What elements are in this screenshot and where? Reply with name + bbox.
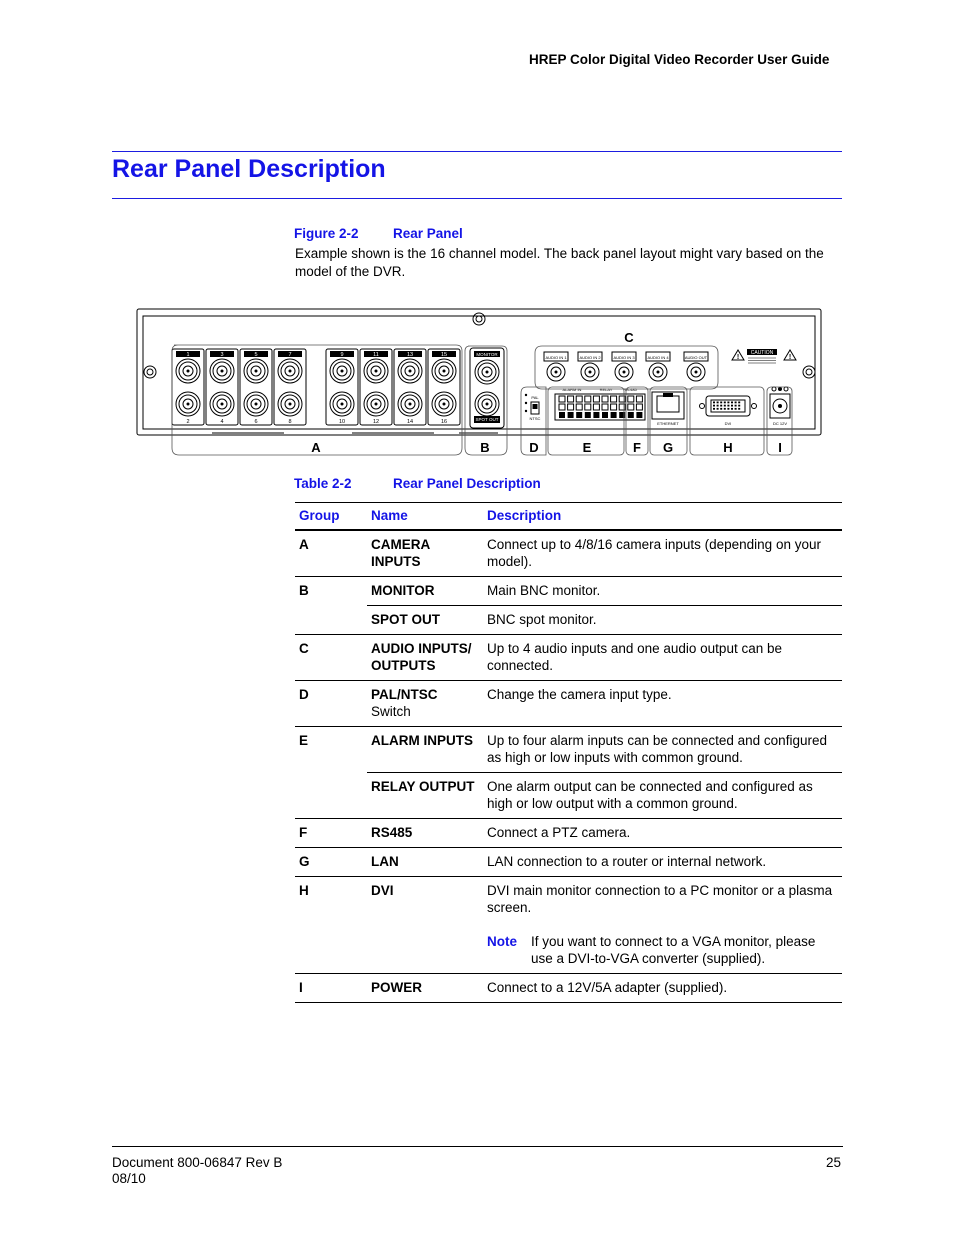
dvi-label: DVI (724, 421, 732, 426)
camera-input-pair (360, 349, 392, 425)
row-description: Up to four alarm inputs can be connected and configured as high or low inputs with common ground. (483, 727, 842, 773)
row-group: B (295, 577, 367, 606)
camera-input-pair (172, 349, 204, 425)
row-group: H (295, 877, 367, 974)
col-header-name: Name (367, 503, 483, 531)
table-row (295, 877, 842, 974)
left-screw (144, 366, 156, 378)
table-row (295, 577, 842, 606)
camera-input-pair (428, 349, 460, 425)
table-title: Rear Panel Description (393, 476, 541, 491)
title-rule-bottom (112, 198, 842, 199)
row-name: AUDIO INPUTS/ OUTPUTS (367, 635, 483, 681)
row-description: LAN connection to a router or internal network. (483, 848, 842, 877)
terminal-screw (568, 396, 574, 402)
row-group: D (295, 681, 367, 727)
camera-bnc-inputs (172, 349, 460, 425)
footer-rule (112, 1146, 843, 1147)
row-name-sub: Switch (371, 704, 411, 719)
row-description: Connect a PTZ camera. (483, 819, 842, 848)
row-description: Main BNC monitor. (483, 577, 842, 606)
table-row (295, 727, 842, 773)
camera-input-pair (240, 349, 272, 425)
row-group: C (295, 635, 367, 681)
camera-number-label: 4 (220, 419, 224, 425)
group-letter-g: G (662, 440, 674, 455)
rear-panel-figure (134, 300, 826, 460)
table-row (295, 974, 842, 1003)
camera-input-pair (274, 349, 306, 425)
camera-number-label: 9 (340, 352, 344, 358)
camera-number-label: 12 (372, 419, 380, 425)
pal-label: PAL (531, 395, 539, 400)
spot-out-label: SPOT OUT (475, 417, 499, 422)
col-header-group: Group (295, 503, 367, 531)
row-description: One alarm output can be connected and configured as high or low output with a common ground. (483, 773, 842, 819)
terminal-screw (611, 396, 617, 402)
table-number: Table 2-2 (294, 476, 352, 491)
audio-label: AUDIO IN 1 (545, 355, 567, 360)
row-name: ALARM INPUTS (367, 727, 483, 773)
running-header: HREP Color Digital Video Recorder User Guide (529, 52, 830, 67)
row-name: RS485 (367, 819, 483, 848)
section-title: Rear Panel Description (112, 155, 386, 183)
dc-label: DC 12V (772, 421, 788, 426)
callout-b (465, 346, 507, 455)
col-header-description: Description (483, 503, 842, 531)
camera-number-label: 15 (440, 352, 448, 358)
warning-exclamation: ! (736, 354, 740, 361)
polarity-icon (772, 387, 776, 391)
row-name: RELAY OUTPUT (367, 773, 483, 819)
row-group: E (295, 727, 367, 773)
top-screw (473, 313, 485, 325)
monitor-label: MONITOR (476, 352, 498, 357)
table-row (295, 681, 842, 727)
rear-panel-table (295, 502, 842, 1003)
row-name: PAL/NTSC (371, 687, 438, 702)
footer-page-number: 25 (826, 1155, 842, 1170)
terminal-screw (636, 396, 642, 402)
terminal-screw (585, 396, 591, 402)
note-label: Note (487, 934, 517, 949)
camera-number-label: 3 (220, 352, 224, 358)
audio-label: AUDIO IN 4 (647, 355, 669, 360)
row-group: I (295, 974, 367, 1003)
row-name: DVI (367, 877, 483, 974)
row-name-cell (367, 681, 483, 727)
table-row (295, 606, 842, 635)
table-row (295, 848, 842, 877)
camera-input-pair (394, 349, 426, 425)
table-row (295, 530, 842, 577)
warning-exclamation: ! (788, 354, 792, 361)
ethernet-label: ETHERNET (657, 421, 679, 426)
ntsc-label: NTSC (529, 416, 541, 421)
group-letter-h: H (723, 440, 733, 455)
camera-number-label: 8 (288, 419, 292, 425)
table-row (295, 819, 842, 848)
row-group (295, 606, 367, 635)
camera-number-label: 10 (338, 419, 346, 425)
terminal-screw (602, 396, 608, 402)
camera-number-label: 14 (406, 419, 414, 425)
footer-date: 08/10 (112, 1171, 146, 1186)
row-name: SPOT OUT (367, 606, 483, 635)
camera-number-label: 5 (254, 352, 258, 358)
row-group: F (295, 819, 367, 848)
camera-number-label: 11 (373, 352, 379, 358)
note (487, 933, 838, 967)
rs485-label: RS-485 (623, 387, 637, 392)
row-description: BNC spot monitor. (483, 606, 842, 635)
camera-number-label: 2 (186, 419, 190, 425)
group-letter-f: F (633, 440, 641, 455)
figure-description: Example shown is the 16 channel model. The back panel layout might vary based on the model of the DVR. (295, 246, 824, 279)
figure-title: Rear Panel (393, 226, 463, 241)
row-description: Up to 4 audio inputs and one audio output can be connected. (483, 635, 842, 681)
audio-label: AUDIO IN 2 (579, 355, 601, 360)
camera-input-pair (206, 349, 238, 425)
camera-number-label: 7 (288, 352, 292, 358)
group-letter-c: C (624, 330, 634, 345)
row-description: Connect to a 12V/5A adapter (supplied). (483, 974, 842, 1003)
camera-input-pair (326, 349, 358, 425)
row-description: Change the camera input type. (483, 681, 842, 727)
camera-number-label: 13 (406, 352, 414, 358)
row-name: CAMERA INPUTS (367, 530, 483, 577)
audio-label: AUDIO IN 3 (613, 355, 635, 360)
footer-document: Document 800-06847 Rev B (112, 1155, 283, 1170)
row-group: G (295, 848, 367, 877)
table-row (295, 635, 842, 681)
relay-label: RELAY (599, 387, 613, 392)
figure-number: Figure 2-2 (294, 226, 359, 241)
row-description-cell (483, 877, 842, 974)
row-name: MONITOR (367, 577, 483, 606)
group-letter-a: A (311, 440, 321, 455)
row-group: A (295, 530, 367, 577)
alarm-in-label: ALARM IN (562, 387, 582, 392)
terminal-screw (593, 396, 599, 402)
group-letter-d: D (529, 440, 539, 455)
terminal-screw (576, 396, 582, 402)
right-screw (803, 366, 815, 378)
row-name: LAN (367, 848, 483, 877)
row-name: POWER (367, 974, 483, 1003)
group-letter-e: E (582, 440, 592, 455)
row-description: Connect up to 4/8/16 camera inputs (depending on your model). (483, 530, 842, 577)
terminal-screw (628, 396, 634, 402)
group-letter-i: I (778, 440, 782, 455)
audio-label: AUDIO OUT (684, 355, 708, 360)
row-group (295, 773, 367, 819)
note-text: If you want to connect to a VGA monitor, please use a DVI-to-VGA converter (supplied). (531, 934, 816, 966)
caution-label: CAUTION (750, 350, 774, 356)
table-row (295, 773, 842, 819)
group-letter-b: B (480, 440, 490, 455)
camera-number-label: 1 (186, 352, 190, 358)
terminal-screw (559, 396, 565, 402)
title-rule-top (112, 151, 842, 152)
camera-number-label: 16 (440, 419, 448, 425)
row-description: DVI main monitor connection to a PC monitor or a plasma screen. (487, 883, 833, 915)
camera-number-label: 6 (254, 419, 258, 425)
